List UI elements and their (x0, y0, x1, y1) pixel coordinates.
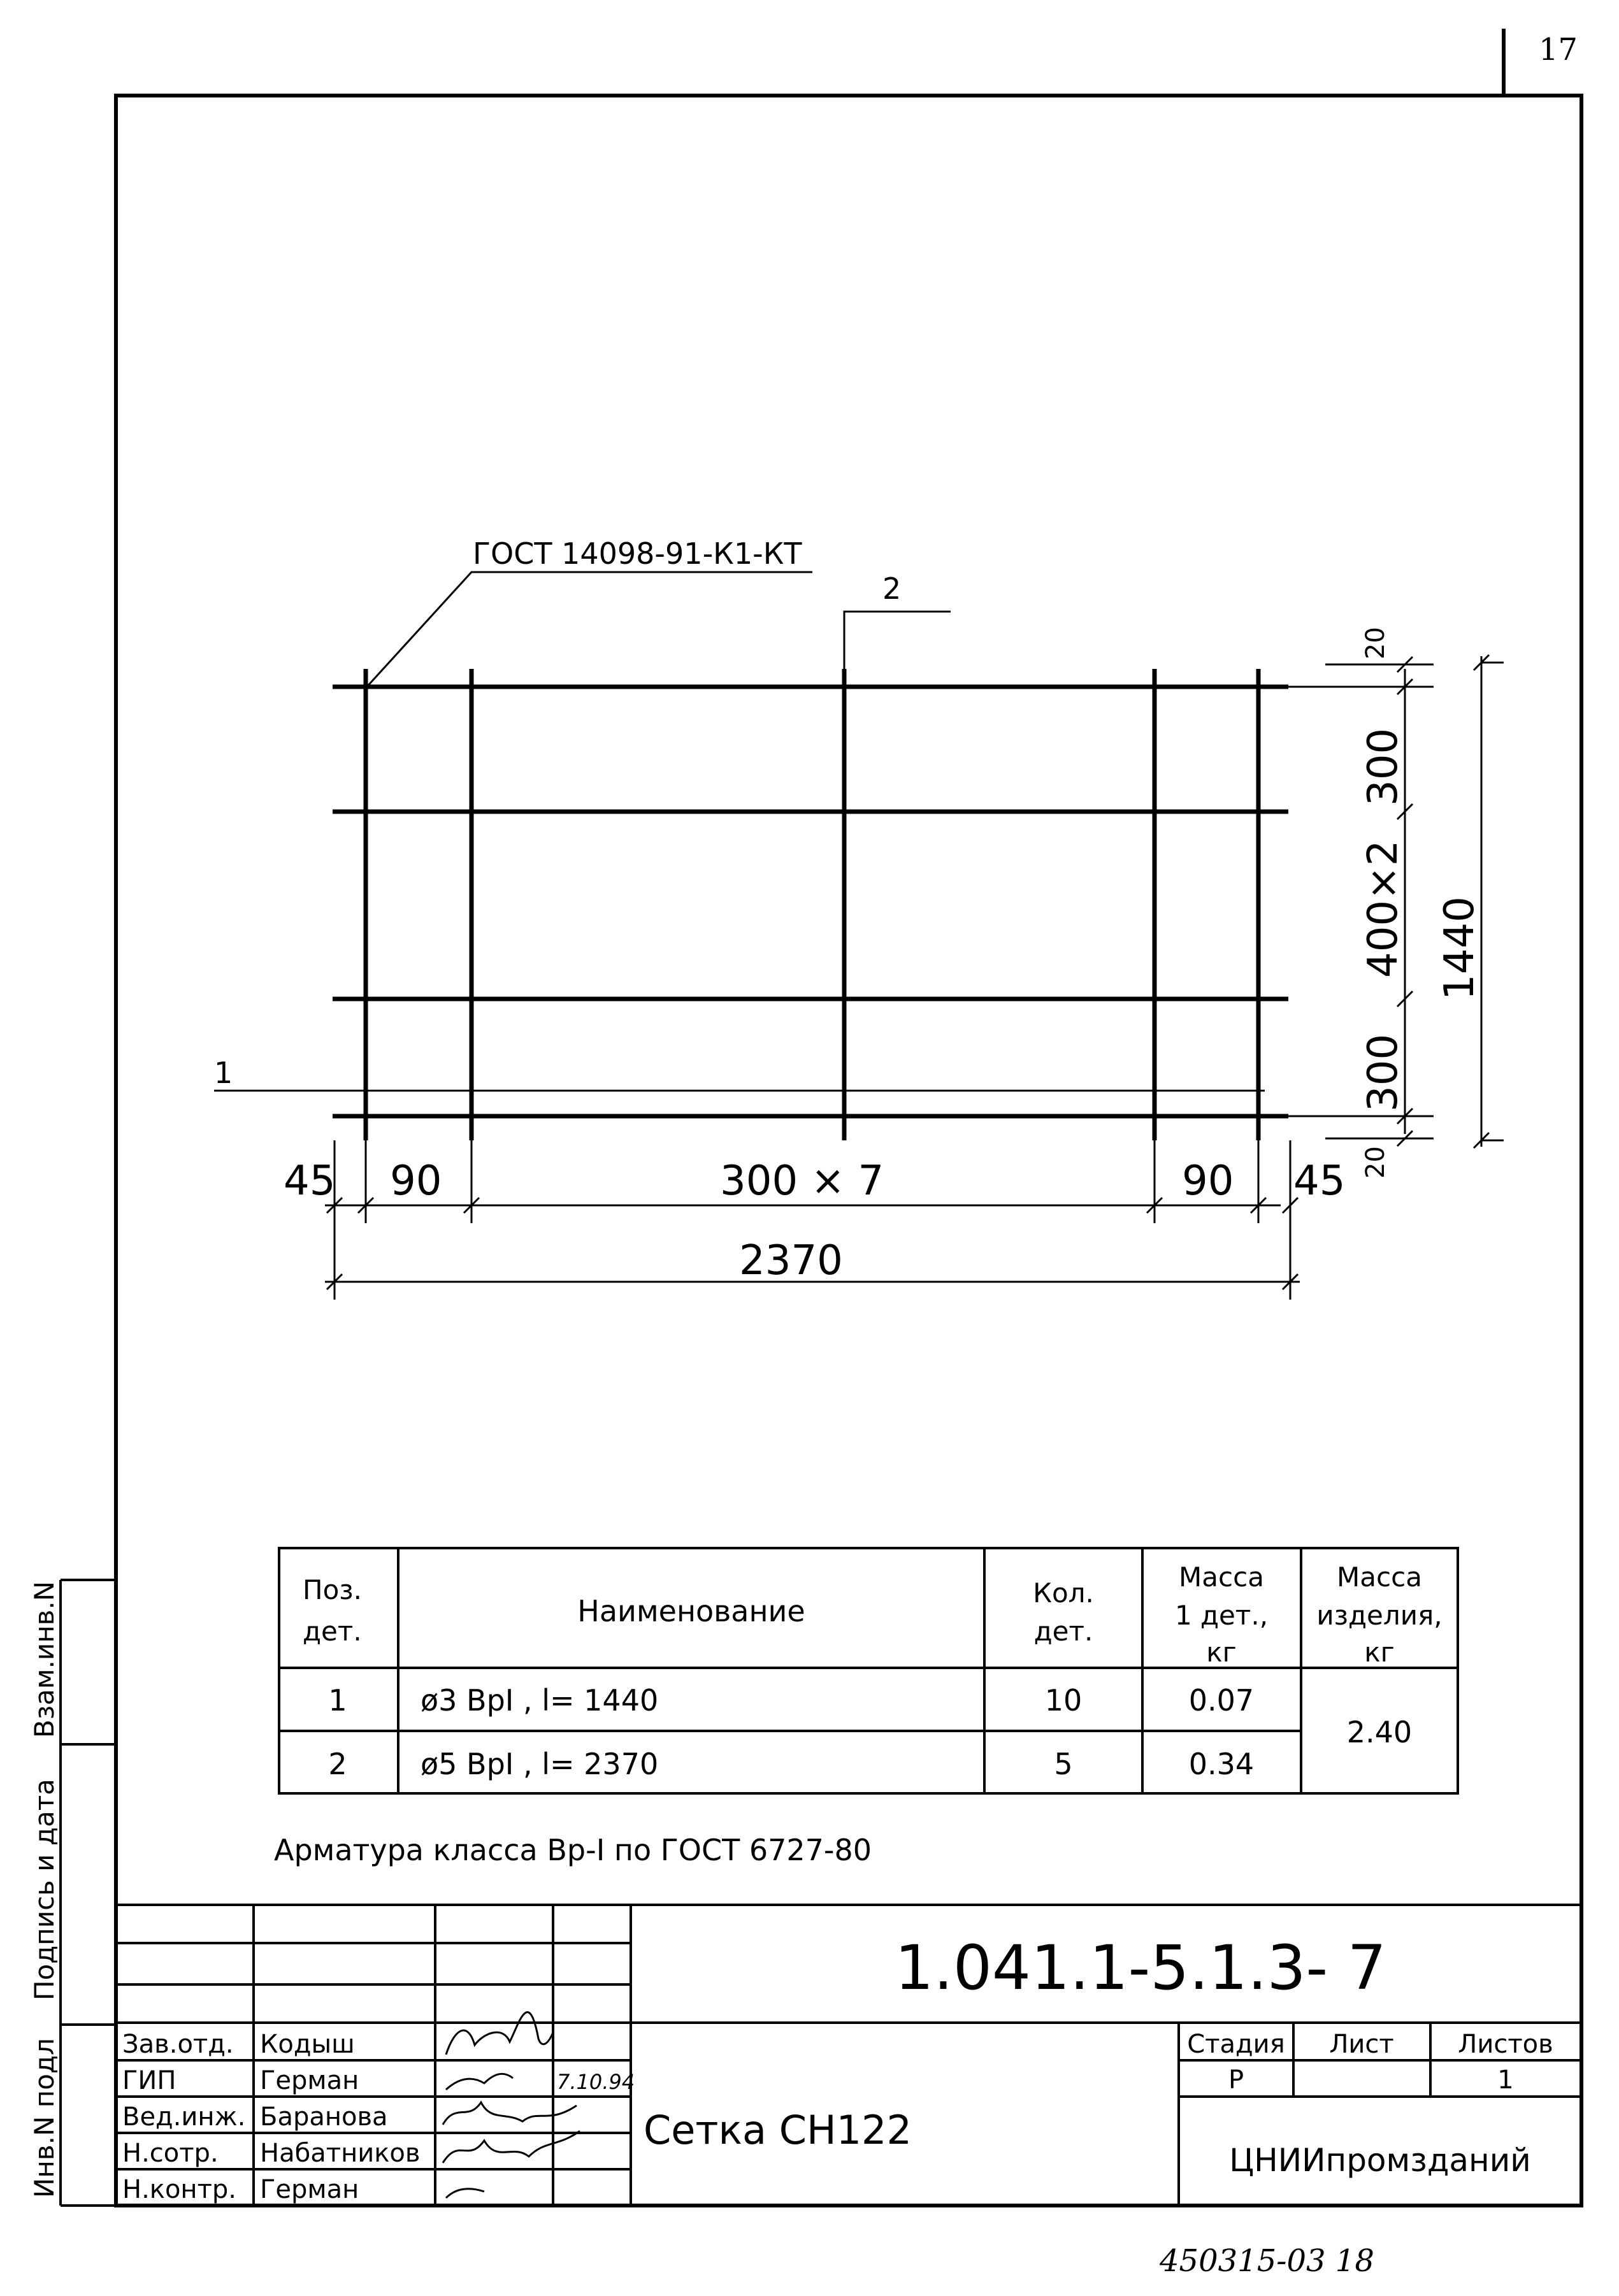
role-n-sotr: Н.сотр. (122, 2139, 219, 2168)
dim-bottom-step: 300 (1360, 1033, 1407, 1112)
row-2-qty: 5 (1054, 1747, 1073, 1781)
archive-number: 450315-03 18 (1160, 2243, 1374, 2279)
header-mass2-line3: кг (1364, 1637, 1395, 1668)
row-1-name: ø3 ВрI , l= 1440 (421, 1683, 659, 1718)
dim-middle-step: 400×2 (1360, 840, 1407, 978)
signature-ved-inzh (443, 2102, 577, 2125)
dim-bottom-end: 20 (1361, 1146, 1390, 1179)
header-mass2-line1: Масса (1337, 1561, 1422, 1593)
name-n-sotr: Набатников (260, 2139, 421, 2168)
sheets-label: Листов (1458, 2030, 1553, 2059)
page-number: 17 (1539, 32, 1578, 68)
callout-2: 2 (882, 571, 902, 606)
header-mass1-line1: Масса (1179, 1561, 1264, 1593)
row-1-pos: 1 (328, 1683, 347, 1718)
dim-left-step: 90 (390, 1158, 442, 1205)
total-mass: 2.40 (1346, 1715, 1413, 1749)
name-gip: Герман (260, 2066, 359, 2095)
header-mass1-line2: 1 дет., (1174, 1600, 1269, 1631)
stage-value: Р (1228, 2065, 1244, 2095)
callout-1: 1 (214, 1056, 233, 1090)
row-2-pos: 2 (328, 1747, 347, 1781)
header-pos-line1: Поз. (303, 1574, 362, 1605)
signature-n-kontr (446, 2189, 484, 2198)
role-zav-otd: Зав.отд. (122, 2030, 234, 2059)
header-mass2-line2: изделия, (1316, 1600, 1443, 1631)
side-stamp (61, 1580, 116, 2206)
header-name: Наименование (577, 1594, 805, 1628)
leaders (214, 572, 1265, 1091)
signature-gip (446, 2074, 513, 2090)
role-ved-inzh: Вед.инж. (122, 2102, 246, 2132)
product-name: Сетка СН122 (644, 2107, 912, 2153)
dim-right-end: 45 (1293, 1158, 1346, 1205)
organization: ЦНИИпромзданий (1229, 2142, 1531, 2179)
dim-overall-height: 1440 (1436, 896, 1483, 1000)
side-stamp-vzam-inv: Взам.инв.N (29, 1581, 60, 1738)
sheet-label: Лист (1329, 2030, 1394, 2059)
dim-top-end: 20 (1361, 627, 1390, 659)
row-1-mass: 0.07 (1188, 1683, 1255, 1718)
table-row (328, 1747, 1254, 1781)
row-1-qty: 10 (1044, 1683, 1083, 1718)
side-stamp-inv-podl: Инв.N подл (29, 2038, 60, 2198)
dim-left-end: 45 (284, 1158, 336, 1205)
signature-zav-otd (446, 2013, 553, 2055)
side-stamp-podpis-data: Подпись и дата (29, 1779, 60, 2000)
dim-overall-length: 2370 (739, 1237, 843, 1284)
name-n-kontr: Герман (260, 2175, 359, 2204)
row-2-name: ø5 ВрI , l= 2370 (421, 1747, 659, 1781)
header-pos-line2: дет. (303, 1616, 362, 1647)
role-n-kontr: Н.контр. (122, 2175, 236, 2204)
row-2-mass: 0.34 (1188, 1747, 1255, 1781)
date-gip: 7.10.94 (557, 2070, 635, 2094)
sheets-value: 1 (1497, 2065, 1514, 2095)
signature-n-sotr (443, 2131, 580, 2163)
reinforcement-note: Арматура класса Вр-I по ГОСТ 6727-80 (274, 1833, 872, 1867)
stage-label: Стадия (1187, 2030, 1285, 2059)
header-qty-line1: Кол. (1033, 1577, 1094, 1609)
mesh-bars (333, 669, 1288, 1140)
role-gip: ГИП (122, 2066, 176, 2095)
weld-standard-label: ГОСТ 14098-91-К1-КТ (473, 536, 802, 571)
header-mass1-line3: кг (1206, 1637, 1237, 1668)
header-qty-line2: дет. (1033, 1616, 1093, 1647)
dim-right-step: 90 (1182, 1158, 1234, 1205)
name-zav-otd: Кодыш (260, 2030, 355, 2059)
name-ved-inzh: Баранова (260, 2102, 388, 2132)
table-row (328, 1683, 1254, 1718)
drawing-code: 1.041.1-5.1.3- 7 (895, 1932, 1386, 2004)
dim-middle: 300 × 7 (720, 1158, 884, 1205)
dim-top-step: 300 (1360, 728, 1407, 806)
